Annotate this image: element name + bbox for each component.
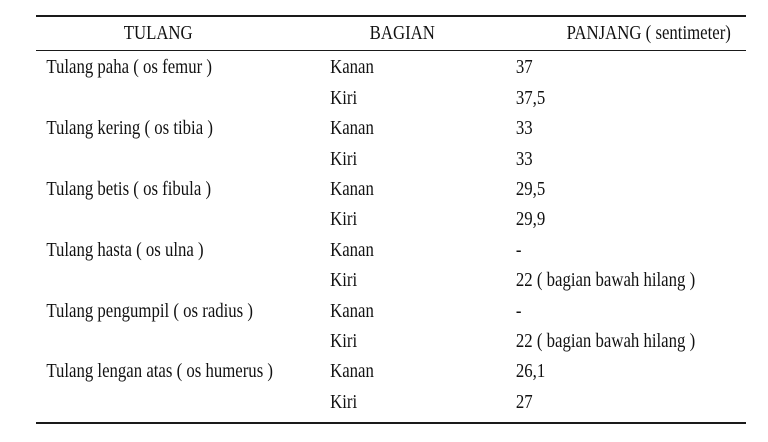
header-length: PANJANG ( sentimeter) xyxy=(566,22,731,44)
length-cell: 26,1 xyxy=(515,361,546,383)
side-cell: Kiri xyxy=(330,330,358,352)
table-row xyxy=(36,357,744,387)
table-row xyxy=(36,387,744,417)
bone-cell: Tulang hasta ( os ulna ) xyxy=(46,239,204,261)
table-row xyxy=(36,205,744,235)
table-row xyxy=(36,327,744,357)
side-cell: Kanan xyxy=(330,239,374,261)
bone-length-table xyxy=(36,15,746,424)
table-row xyxy=(36,83,744,113)
table-row xyxy=(36,235,744,265)
table-bottom-rule xyxy=(36,422,746,424)
length-cell: 37 xyxy=(515,57,533,79)
table-row xyxy=(36,296,744,326)
header-side: BAGIAN xyxy=(369,22,435,44)
bone-cell: Tulang paha ( os femur ) xyxy=(46,57,212,79)
table-row xyxy=(36,144,744,174)
bone-cell: Tulang kering ( os tibia ) xyxy=(46,118,213,140)
side-cell: Kanan xyxy=(330,361,374,383)
side-cell: Kanan xyxy=(330,57,374,79)
table-row xyxy=(36,266,744,296)
bone-cell: Tulang lengan atas ( os humerus ) xyxy=(46,361,273,383)
length-cell: 22 ( bagian bawah hilang ) xyxy=(515,330,696,352)
length-cell: 29,9 xyxy=(515,209,546,231)
length-cell: - xyxy=(515,239,522,261)
side-cell: Kanan xyxy=(330,300,374,322)
side-cell: Kiri xyxy=(330,148,358,170)
length-cell: 33 xyxy=(515,148,533,170)
side-cell: Kiri xyxy=(330,391,358,413)
side-cell: Kanan xyxy=(330,179,374,200)
table-row xyxy=(36,53,744,83)
table-row xyxy=(36,175,744,205)
bone-cell: Tulang pengumpil ( os radius ) xyxy=(46,300,254,322)
header-bone: TULANG xyxy=(123,22,193,44)
table-body xyxy=(36,51,746,422)
side-cell: Kiri xyxy=(330,209,358,231)
length-cell: 37,5 xyxy=(515,87,546,109)
table-row xyxy=(36,114,744,144)
side-cell: Kiri xyxy=(330,87,358,109)
length-cell: 33 xyxy=(515,118,533,140)
length-cell: 27 xyxy=(515,391,533,413)
length-cell: 29,5 xyxy=(515,179,546,200)
side-cell: Kanan xyxy=(330,118,374,140)
bone-cell: Tulang betis ( os fibula ) xyxy=(46,179,212,200)
length-cell: 22 ( bagian bawah hilang ) xyxy=(515,270,696,292)
side-cell: Kiri xyxy=(330,270,358,292)
table-header-row xyxy=(36,17,744,50)
length-cell: - xyxy=(515,300,522,322)
